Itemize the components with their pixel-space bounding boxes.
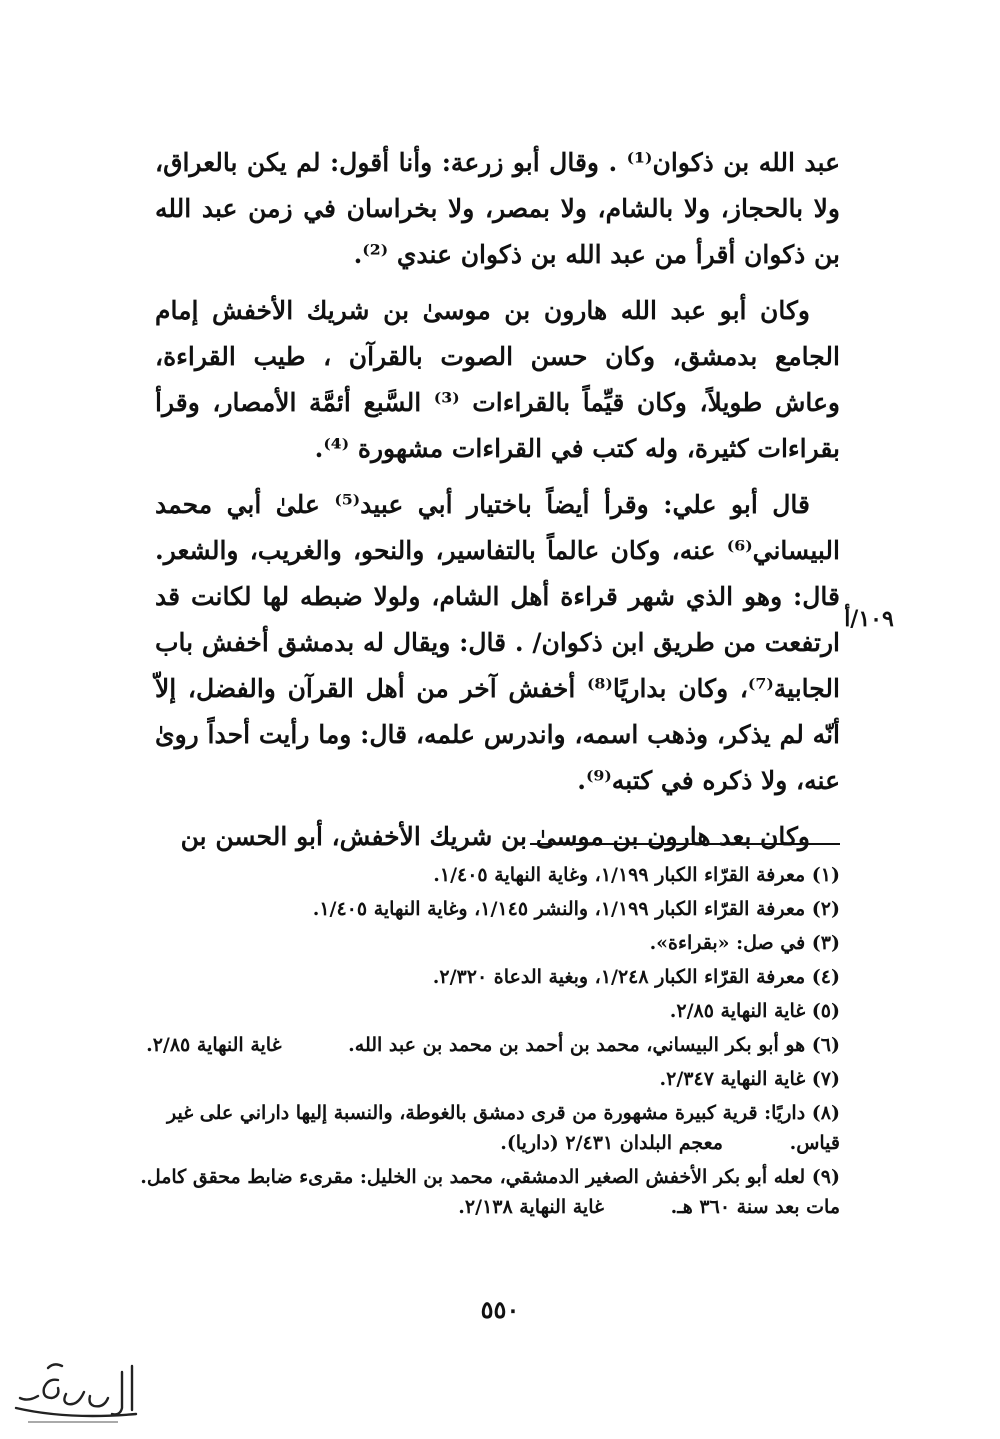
main-text [155, 140, 840, 870]
footnote-source: غاية النهاية ٢/١٣٨. [458, 1196, 604, 1218]
paragraph-2: وكان أبو عبد الله هارون بن موسىٰ بن شريك الأخفش إمام الجامع بدمشق، وكان حسن الصوت بالقرآن ، طيب القراءة، وعاش طويلاً، وكان قيِّماً بالقراءات ⁽³⁾ السَّبع أئمَّة الأمصار، وقرأ بقراءات كثيرة، وله كتب في القراءات مشهورة ⁽⁴⁾. [155, 296, 840, 463]
footnote-1 [140, 860, 840, 890]
footnote-text: (٩) لعله أبو بكر الأخفش الصغير الدمشقي، محمد بن الخليل: مقرىء ضابط محقق كامل. مات بعد سنة ٣٦٠ هـ. [140, 1166, 840, 1218]
footnotes [140, 860, 840, 1226]
footnote-text: (١) معرفة القرّاء الكبار ١/١٩٩، وغاية النهاية ١/٤٠٥. [433, 864, 840, 886]
paragraph-4: وكان بعد هارون بن موسىٰ بن شريك الأخفش، أبو الحسن بن [180, 822, 810, 851]
footnote-source: معجم البلدان ٢/٤٣١ (داريا). [500, 1132, 723, 1154]
footnote-2 [140, 894, 840, 924]
footnote-text: (٧) غاية النهاية ٢/٣٤٧. [659, 1068, 840, 1090]
footnote-3 [140, 928, 840, 958]
footnote-text: (٦) هو أبو بكر البيساني، محمد بن أحمد بن محمد بن عبد الله. [348, 1034, 840, 1056]
footnote-source: غاية النهاية ٢/٨٥. [146, 1034, 282, 1056]
footnote-6 [140, 1030, 840, 1060]
folio-margin-note: ١٠٩/أ [844, 606, 894, 632]
footnote-5 [140, 996, 840, 1026]
footnote-text: (٢) معرفة القرّاء الكبار ١/١٩٩، والنشر ١/١٤٥، وغاية النهاية ١/٤٠٥. [312, 898, 840, 920]
footnote-text: (٥) غاية النهاية ٢/٨٥. [669, 1000, 840, 1022]
footnote-text: (٣) في صل: «بقراءة». [649, 932, 840, 954]
footnote-separator [530, 843, 840, 845]
footnote-4 [140, 962, 840, 992]
footnote-9 [140, 1162, 840, 1222]
page-number: ٥٥٠ [480, 1295, 520, 1324]
footnote-8 [140, 1098, 840, 1158]
paragraph-1: عبد الله بن ذكوان⁽¹⁾ . وقال أبو زرعة: وأنا أقول: لم يكن بالعراق، ولا بالحجاز، ولا بالشام، ولا بمصر، ولا بخراسان في زمن عبد الله بن ذكوان أقرأ من عبد الله بن ذكوان عندي ⁽²⁾. [155, 148, 840, 269]
paragraph-3: قال أبو علي: وقرأ أيضاً باختيار أبي عبيد⁽⁵⁾ علىٰ أبي محمد البيساني⁽⁶⁾ عنه، وكان عالماً بالتفاسير، والنحو، والغريب، والشعر. قال: وهو الذي شهر قراءة أهل الشام، ولولا ضبطه لها لكانت قد ارتفعت من طريق ابن ذكوان/ . قال: ويقال له بدمشق أخفش باب الجابية⁽⁷⁾، وكان بداريًا⁽⁸⁾ أخفش آخر من أهل القرآن والفضل، إلاّ أنّه لم يذكر، وذهب اسمه، واندرس علمه، قال: وما رأيت أحداً روىٰ عنه، ولا ذكره في كتبه⁽⁹⁾. [155, 490, 840, 795]
footnote-text: (٤) معرفة القرّاء الكبار ١/٢٤٨، وبغية الدعاة ٢/٣٢٠. [432, 966, 840, 988]
calligraphy-logo-icon [8, 1358, 143, 1430]
footnote-text: (٨) داريًا: قرية كبيرة مشهورة من قرى دمشق بالغوطة، والنسبة إليها داراني على غير قياس. [167, 1102, 840, 1154]
footnote-7 [140, 1064, 840, 1094]
